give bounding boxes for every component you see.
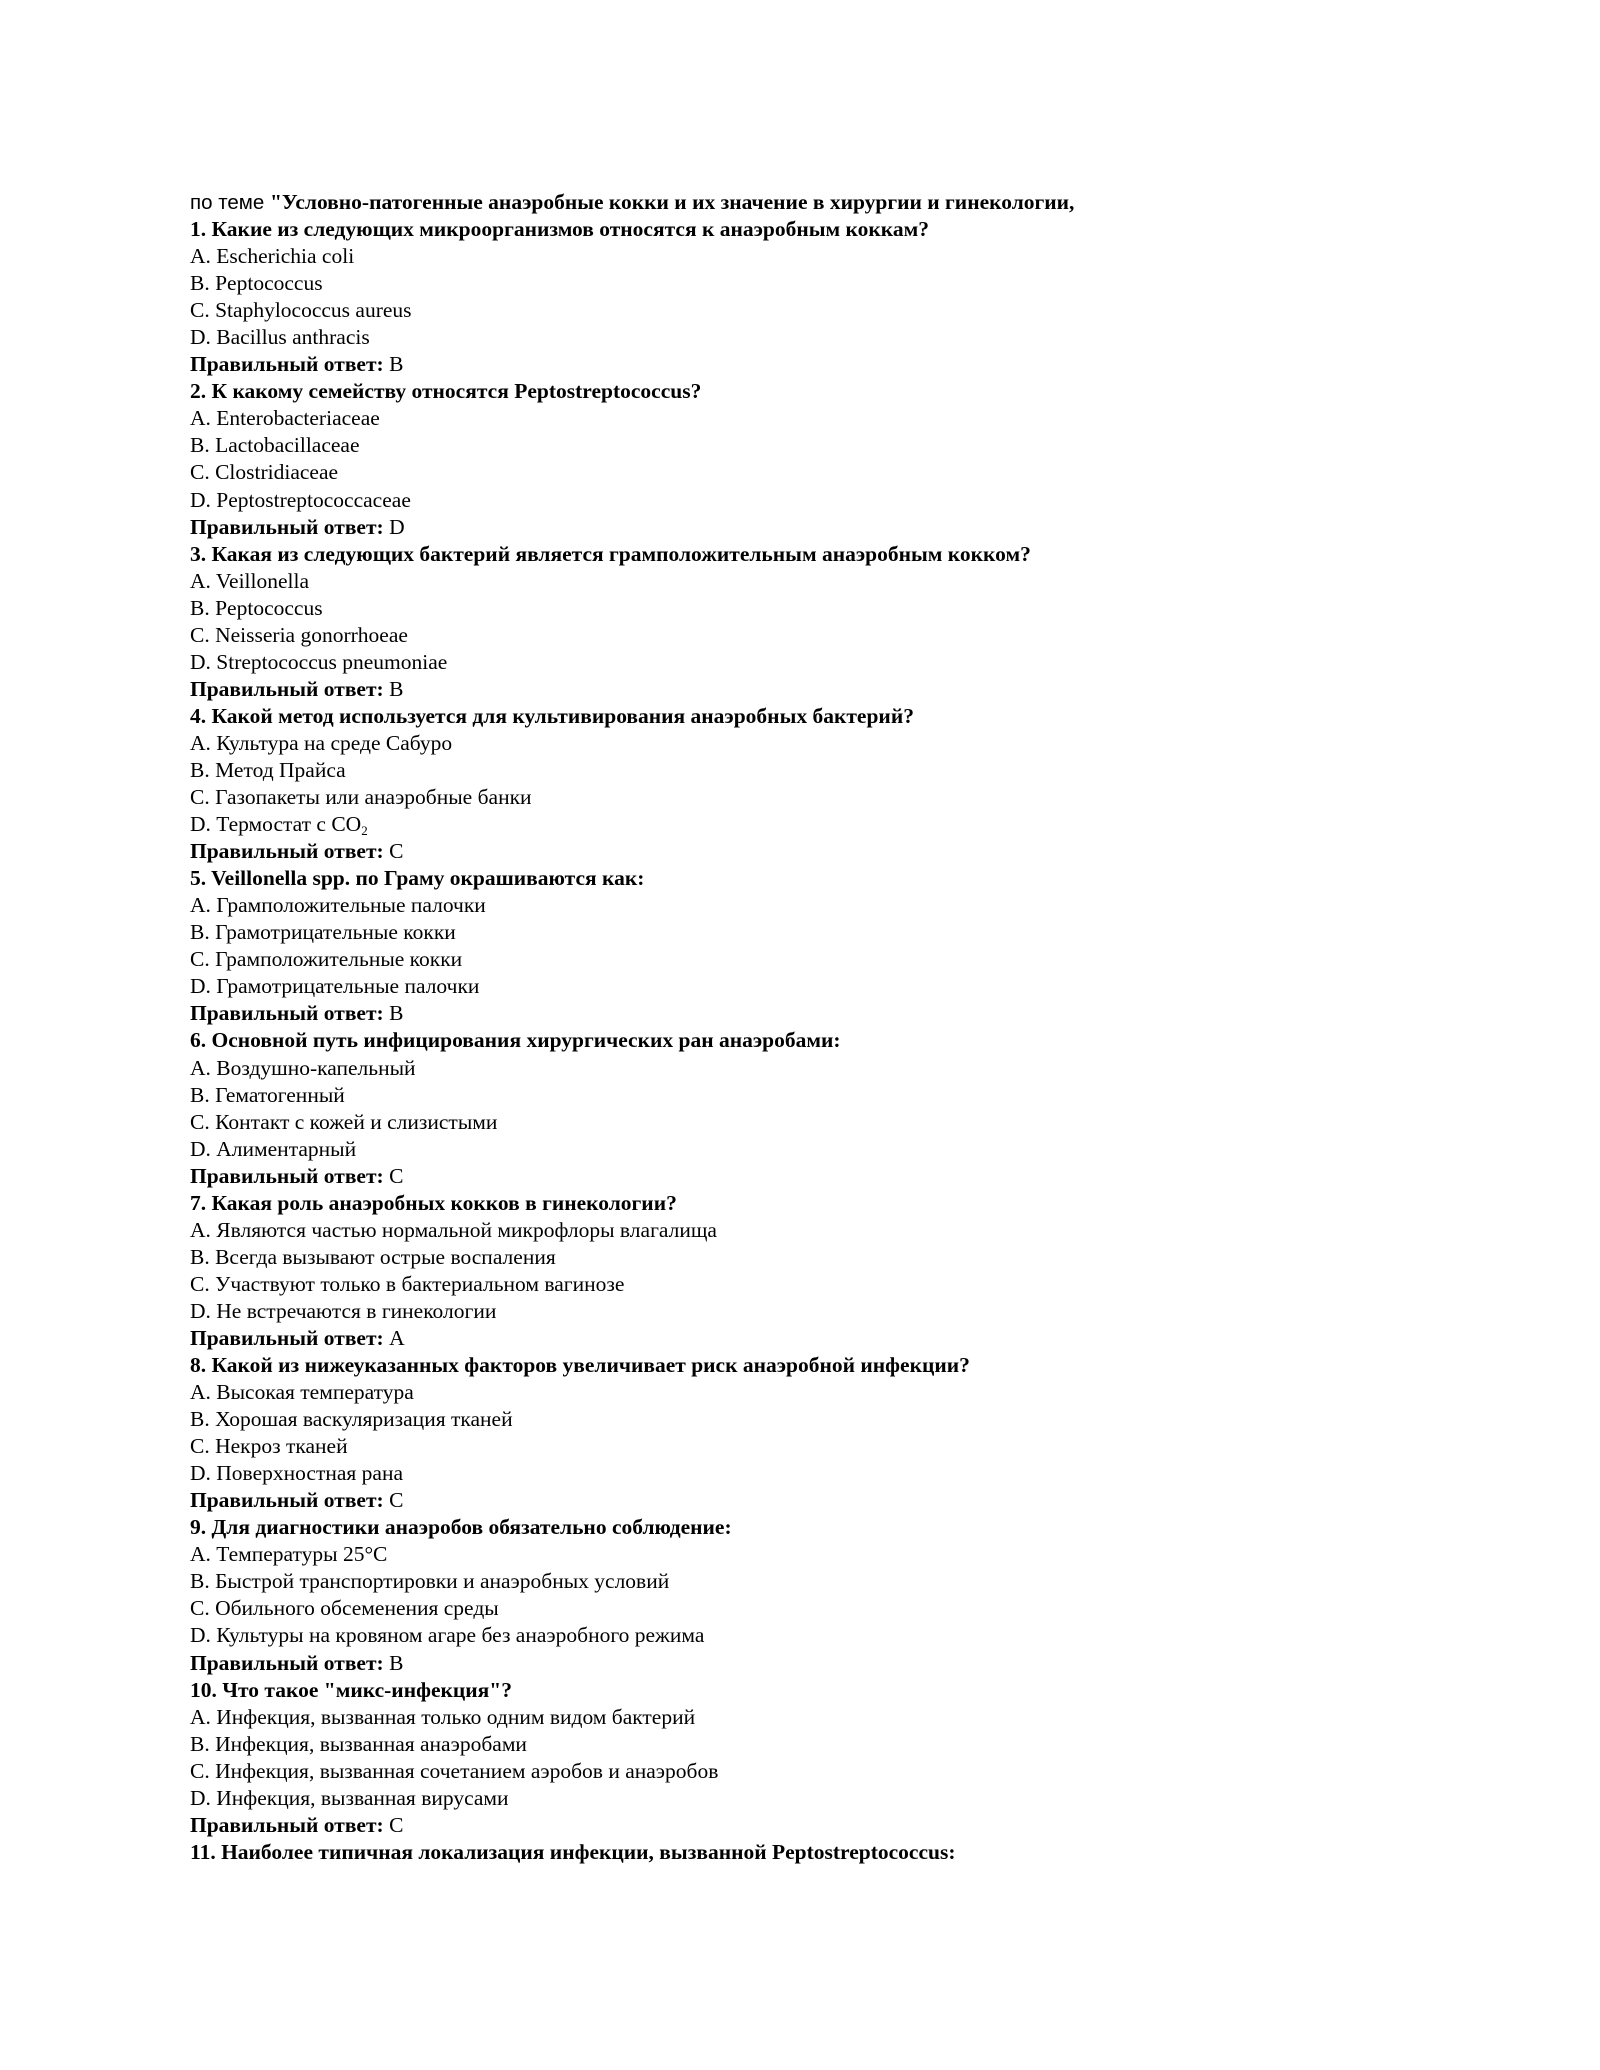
answer-option <box>190 1298 1490 1325</box>
answer-option-text: A. Являются частью нормальной микрофлоры влагалища <box>190 1217 717 1242</box>
correct-answer-line <box>190 1650 1490 1677</box>
answer-option-text: C. Neisseria gonorrhoeae <box>190 622 408 647</box>
correct-answer-line <box>190 1812 1490 1839</box>
answer-option <box>190 1785 1490 1812</box>
correct-answer-label: Правильный ответ: <box>190 676 384 701</box>
answer-option <box>190 1136 1490 1163</box>
correct-answer-line <box>190 1325 1490 1352</box>
trailing-question: 11. Наиболее типичная локализация инфекции, вызванной Peptostreptococcus: <box>190 1839 956 1864</box>
question-text: 3. Какая из следующих бактерий является грамположительным анаэробным кокком? <box>190 541 1031 566</box>
correct-answer-label: Правильный ответ: <box>190 514 384 539</box>
correct-answer-label: Правильный ответ: <box>190 1325 384 1350</box>
answer-option-text: A. Грамположительные палочки <box>190 893 486 918</box>
answer-option <box>190 1541 1490 1568</box>
correct-answer-value: C <box>389 839 404 864</box>
question-text: 4. Какой метод используется для культивирования анаэробных бактерий? <box>190 703 914 728</box>
question-text: 2. К какому семейству относятся Peptostreptococcus? <box>190 379 702 404</box>
question-block <box>190 378 1490 540</box>
answer-option-text: B. Метод Прайса <box>190 757 346 782</box>
question-block <box>190 1677 1490 1839</box>
answer-option-text: D. Алиментарный <box>190 1136 357 1161</box>
document-title: "Условно-патогенные анаэробные кокки и их значение в хирургии и гинекологии, <box>269 190 1075 214</box>
answer-option <box>190 1568 1490 1595</box>
answer-option <box>190 1217 1490 1244</box>
answer-option-text: C. Clostridiaceae <box>190 460 339 485</box>
question-text: 10. Что такое "микс-инфекция"? <box>190 1677 512 1702</box>
correct-answer-value: C <box>389 1488 404 1513</box>
question-text: 6. Основной путь инфицирования хирургических ран анаэробами: <box>190 1028 841 1053</box>
answer-option-text: A. Высокая температура <box>190 1380 414 1405</box>
correct-answer-value: B <box>389 1001 404 1026</box>
question-block <box>190 541 1490 703</box>
subscript: 2 <box>361 823 368 839</box>
answer-option-text: A. Воздушно-капельный <box>190 1055 416 1080</box>
correct-answer-line <box>190 351 1490 378</box>
question-block <box>190 865 1490 1027</box>
answer-option-text: D. Streptococcus pneumoniae <box>190 649 448 674</box>
answer-option-text: A. Escherichia coli <box>190 244 355 269</box>
question-text: 7. Какая роль анаэробных кокков в гинекологии? <box>190 1190 677 1215</box>
answer-option-text: D. Поверхностная рана <box>190 1461 404 1486</box>
answer-option-text: B. Инфекция, вызванная анаэробами <box>190 1731 527 1756</box>
correct-answer-line <box>190 1163 1490 1190</box>
answer-option-text: B. Грамотрицательные кокки <box>190 920 456 945</box>
answer-option <box>190 595 1490 622</box>
answer-option <box>190 946 1490 973</box>
question-text: 5. Veillonella spp. по Граму окрашиваются как: <box>190 866 645 891</box>
answer-option <box>190 1595 1490 1622</box>
answer-option-text: D. Bacillus anthracis <box>190 325 370 350</box>
correct-answer-line <box>190 1000 1490 1027</box>
answer-option-text: B. Peptococcus <box>190 595 323 620</box>
answer-option-text: C. Обильного обсеменения среды <box>190 1596 499 1621</box>
correct-answer-line <box>190 838 1490 865</box>
question-text: 8. Какой из нижеуказанных факторов увеличивает риск анаэробной инфекции? <box>190 1353 970 1378</box>
answer-option <box>190 973 1490 1000</box>
answer-option <box>190 622 1490 649</box>
answer-option <box>190 1271 1490 1298</box>
answer-option <box>190 270 1490 297</box>
answer-option-text: C. Газопакеты или анаэробные банки <box>190 785 532 810</box>
correct-answer-value: A <box>389 1325 405 1350</box>
answer-option <box>190 1379 1490 1406</box>
answer-option <box>190 297 1490 324</box>
answer-option <box>190 1731 1490 1758</box>
question-block <box>190 216 1490 378</box>
answer-option <box>190 568 1490 595</box>
answer-option <box>190 1244 1490 1271</box>
answer-option-text: A. Инфекция, вызванная только одним видом бактерий <box>190 1704 696 1729</box>
answer-option-text: B. Хорошая васкуляризация тканей <box>190 1407 513 1432</box>
correct-answer-label: Правильный ответ: <box>190 1812 384 1837</box>
document-page <box>190 189 1490 1866</box>
answer-option-text: C. Участвуют только в бактериальном вагинозе <box>190 1271 625 1296</box>
answer-option-text: B. Всегда вызывают острые воспаления <box>190 1244 556 1269</box>
question-text: 1. Какие из следующих микроорганизмов относятся к анаэробным коккам? <box>190 217 930 242</box>
correct-answer-line <box>190 514 1490 541</box>
answer-option <box>190 892 1490 919</box>
answer-option <box>190 919 1490 946</box>
correct-answer-label: Правильный ответ: <box>190 352 384 377</box>
intro-line <box>190 189 1490 216</box>
correct-answer-label: Правильный ответ: <box>190 1650 384 1675</box>
answer-option <box>190 757 1490 784</box>
answer-option-text: D. Термостат с CO <box>190 812 362 837</box>
answer-option-text: B. Lactobacillaceae <box>190 433 360 458</box>
answer-option-text: C. Инфекция, вызванная сочетанием аэробов и анаэробов <box>190 1758 719 1783</box>
answer-option-text: C. Некроз тканей <box>190 1434 348 1459</box>
correct-answer-label: Правильный ответ: <box>190 839 384 864</box>
answer-option <box>190 1758 1490 1785</box>
answer-option-text: D. Peptostreptococcaceae <box>190 487 411 512</box>
answer-option-text: D. Грамотрицательные палочки <box>190 974 480 999</box>
answer-option-text: C. Контакт с кожей и слизистыми <box>190 1109 498 1134</box>
correct-answer-value: B <box>389 676 404 701</box>
correct-answer-label: Правильный ответ: <box>190 1163 384 1188</box>
answer-option-text: A. Enterobacteriaceae <box>190 406 380 431</box>
answer-option-text: D. Инфекция, вызванная вирусами <box>190 1785 509 1810</box>
correct-answer-value: B <box>389 1650 404 1675</box>
answer-option-text: A. Культура на среде Сабуро <box>190 730 453 755</box>
answer-option-text: D. Культуры на кровяном агаре без анаэробного режима <box>190 1623 705 1648</box>
answer-option-text: D. Не встречаются в гинекологии <box>190 1298 497 1323</box>
answer-option <box>190 405 1490 432</box>
answer-option-text: B. Быстрой транспортировки и анаэробных условий <box>190 1569 670 1594</box>
answer-option-text: A. Температуры 25°C <box>190 1542 388 1567</box>
answer-option <box>190 1082 1490 1109</box>
correct-answer-value: D <box>389 514 405 539</box>
answer-option <box>190 432 1490 459</box>
answer-option <box>190 1433 1490 1460</box>
answer-option <box>190 1406 1490 1433</box>
answer-option-text: A. Veillonella <box>190 568 310 593</box>
answer-option <box>190 1055 1490 1082</box>
answer-option <box>190 459 1490 486</box>
correct-answer-label: Правильный ответ: <box>190 1001 384 1026</box>
answer-option <box>190 649 1490 676</box>
answer-option-text: B. Peptococcus <box>190 271 323 296</box>
answer-option <box>190 487 1490 514</box>
question-block <box>190 1027 1490 1189</box>
question-block <box>190 1352 1490 1514</box>
question-block <box>190 703 1490 865</box>
answer-option-text: C. Staphylococcus aureus <box>190 298 412 323</box>
correct-answer-value: C <box>389 1163 404 1188</box>
correct-answer-line <box>190 676 1490 703</box>
answer-option <box>190 1460 1490 1487</box>
answer-option <box>190 243 1490 270</box>
answer-option <box>190 784 1490 811</box>
correct-answer-value: B <box>389 352 404 377</box>
correct-answer-value: C <box>389 1812 404 1837</box>
question-list <box>190 216 1490 1839</box>
answer-option <box>190 1109 1490 1136</box>
correct-answer-line <box>190 1487 1490 1514</box>
question-block <box>190 1514 1490 1676</box>
question-text: 9. Для диагностики анаэробов обязательно соблюдение: <box>190 1515 732 1540</box>
correct-answer-label: Правильный ответ: <box>190 1488 384 1513</box>
answer-option-text: C. Грамположительные кокки <box>190 947 463 972</box>
answer-option <box>190 324 1490 351</box>
question-block <box>190 1190 1490 1352</box>
answer-option <box>190 730 1490 757</box>
intro-prefix: по теме <box>190 191 270 214</box>
answer-option <box>190 811 1490 838</box>
answer-option-text: B. Гематогенный <box>190 1082 345 1107</box>
answer-option <box>190 1704 1490 1731</box>
answer-option <box>190 1622 1490 1649</box>
